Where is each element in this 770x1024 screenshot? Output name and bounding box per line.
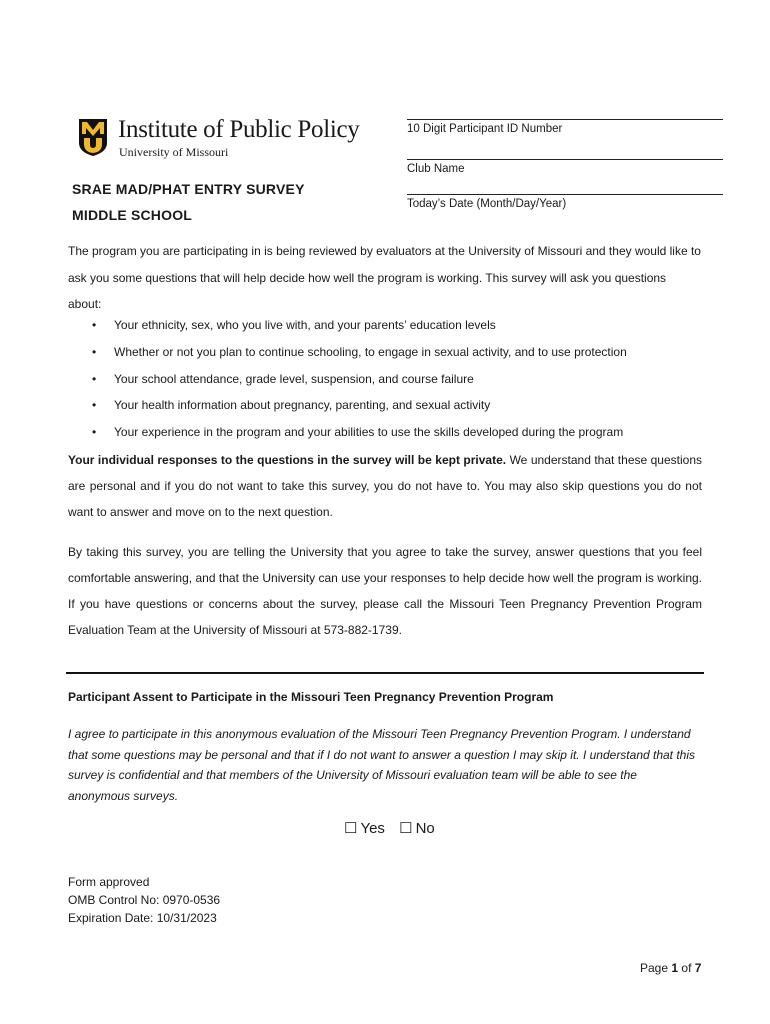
expiration-date: Expiration Date: 10/31/2023 — [68, 911, 217, 925]
date-label: Today’s Date (Month/Day/Year) — [407, 198, 567, 210]
list-item — [92, 419, 702, 446]
list-item — [92, 392, 702, 419]
logo-title: Institute of Public Policy — [118, 116, 360, 143]
survey-topics-list — [92, 312, 702, 446]
yes-label: Yes — [360, 820, 385, 837]
no-label: No — [415, 820, 435, 837]
intro-paragraph: The program you are participating in is being reviewed by evaluators at the University of Missouri and they would like to ask you some questions that will help decide how well the program is working. This survey will ask you questions about: — [68, 244, 701, 311]
list-item — [92, 339, 702, 366]
institute-logo — [78, 117, 378, 161]
logo-subtitle: University of Missouri — [119, 145, 229, 159]
form-approved-line: Form approved — [68, 875, 150, 889]
mizzou-tiger-logo-icon — [78, 117, 108, 157]
bullet-icon: • — [92, 344, 97, 359]
page-number — [640, 961, 701, 975]
privacy-statement-rest: We understand that these questions are personal and if you do not want to take this survey, you do not have to. You may also skip questions you do not want to answer and move on to the next question. — [68, 453, 702, 519]
assent-yes-no — [344, 819, 438, 837]
date-field[interactable] — [407, 194, 723, 210]
list-item-text: Your health information about pregnancy, parenting, and sexual activity — [114, 398, 491, 413]
participant-id-field[interactable] — [407, 119, 723, 135]
list-item-text: Whether or not you plan to continue schooling, to engage in sexual activity, and to use protection — [114, 344, 627, 359]
privacy-statement-bold: Your individual responses to the questions in the survey will be kept private. — [68, 453, 507, 467]
form-approval-info — [68, 873, 220, 927]
list-item-text: Your ethnicity, sex, who you live with, and your parents’ education levels — [114, 318, 496, 332]
bullet-icon: • — [92, 371, 97, 386]
assent-title: Participant Assent to Participate in the Missouri Teen Pregnancy Prevention Program — [68, 690, 554, 704]
omb-control-number: OMB Control No: 0970-0536 — [68, 893, 221, 907]
yes-checkbox[interactable]: ☐ — [344, 820, 358, 837]
privacy-paragraph — [68, 447, 702, 525]
survey-title — [72, 176, 305, 228]
list-item — [92, 312, 702, 339]
no-checkbox[interactable]: ☐ — [399, 820, 413, 837]
bullet-icon: • — [92, 398, 97, 413]
consent-paragraph: By taking this survey, you are telling the University that you agree to take the survey, answer questions that you feel comfortable answering, and that the University can use your responses to help decide how well the program is working. If you have questions or concerns about the survey, please call the Missouri Teen Pregnancy Prevention Program Evaluation Team at the University of Missouri at 573-882-1739. — [68, 545, 702, 637]
page-of: of — [681, 961, 692, 975]
club-name-field[interactable] — [407, 159, 723, 175]
survey-title-line-2: MIDDLE SCHOOL — [72, 207, 193, 223]
club-name-label: Club Name — [407, 163, 465, 175]
bullet-icon: • — [92, 318, 97, 332]
page-prefix: Page — [640, 961, 669, 975]
survey-title-line-1: SRAE MAD/PHAT ENTRY SURVEY — [72, 181, 305, 197]
bullet-icon: • — [92, 425, 97, 439]
assent-text: I agree to participate in this anonymous evaluation of the Missouri Teen Pregnancy Prevention Program. I understand that some questions may be personal and that if I do not want to answer a question I may skip it. I understand that this survey is confidential and that members of the University of Missouri evaluation team will be able to see the anonymous surveys. — [68, 727, 696, 803]
list-item-text: Your experience in the program and your abilities to use the skills developed during the program — [114, 425, 624, 439]
list-item — [92, 366, 702, 393]
list-item-text: Your school attendance, grade level, suspension, and course failure — [114, 371, 474, 386]
page-total: 7 — [694, 961, 702, 975]
section-divider — [66, 672, 704, 674]
participant-id-label: 10 Digit Participant ID Number — [407, 123, 563, 135]
page-current: 1 — [671, 961, 679, 975]
